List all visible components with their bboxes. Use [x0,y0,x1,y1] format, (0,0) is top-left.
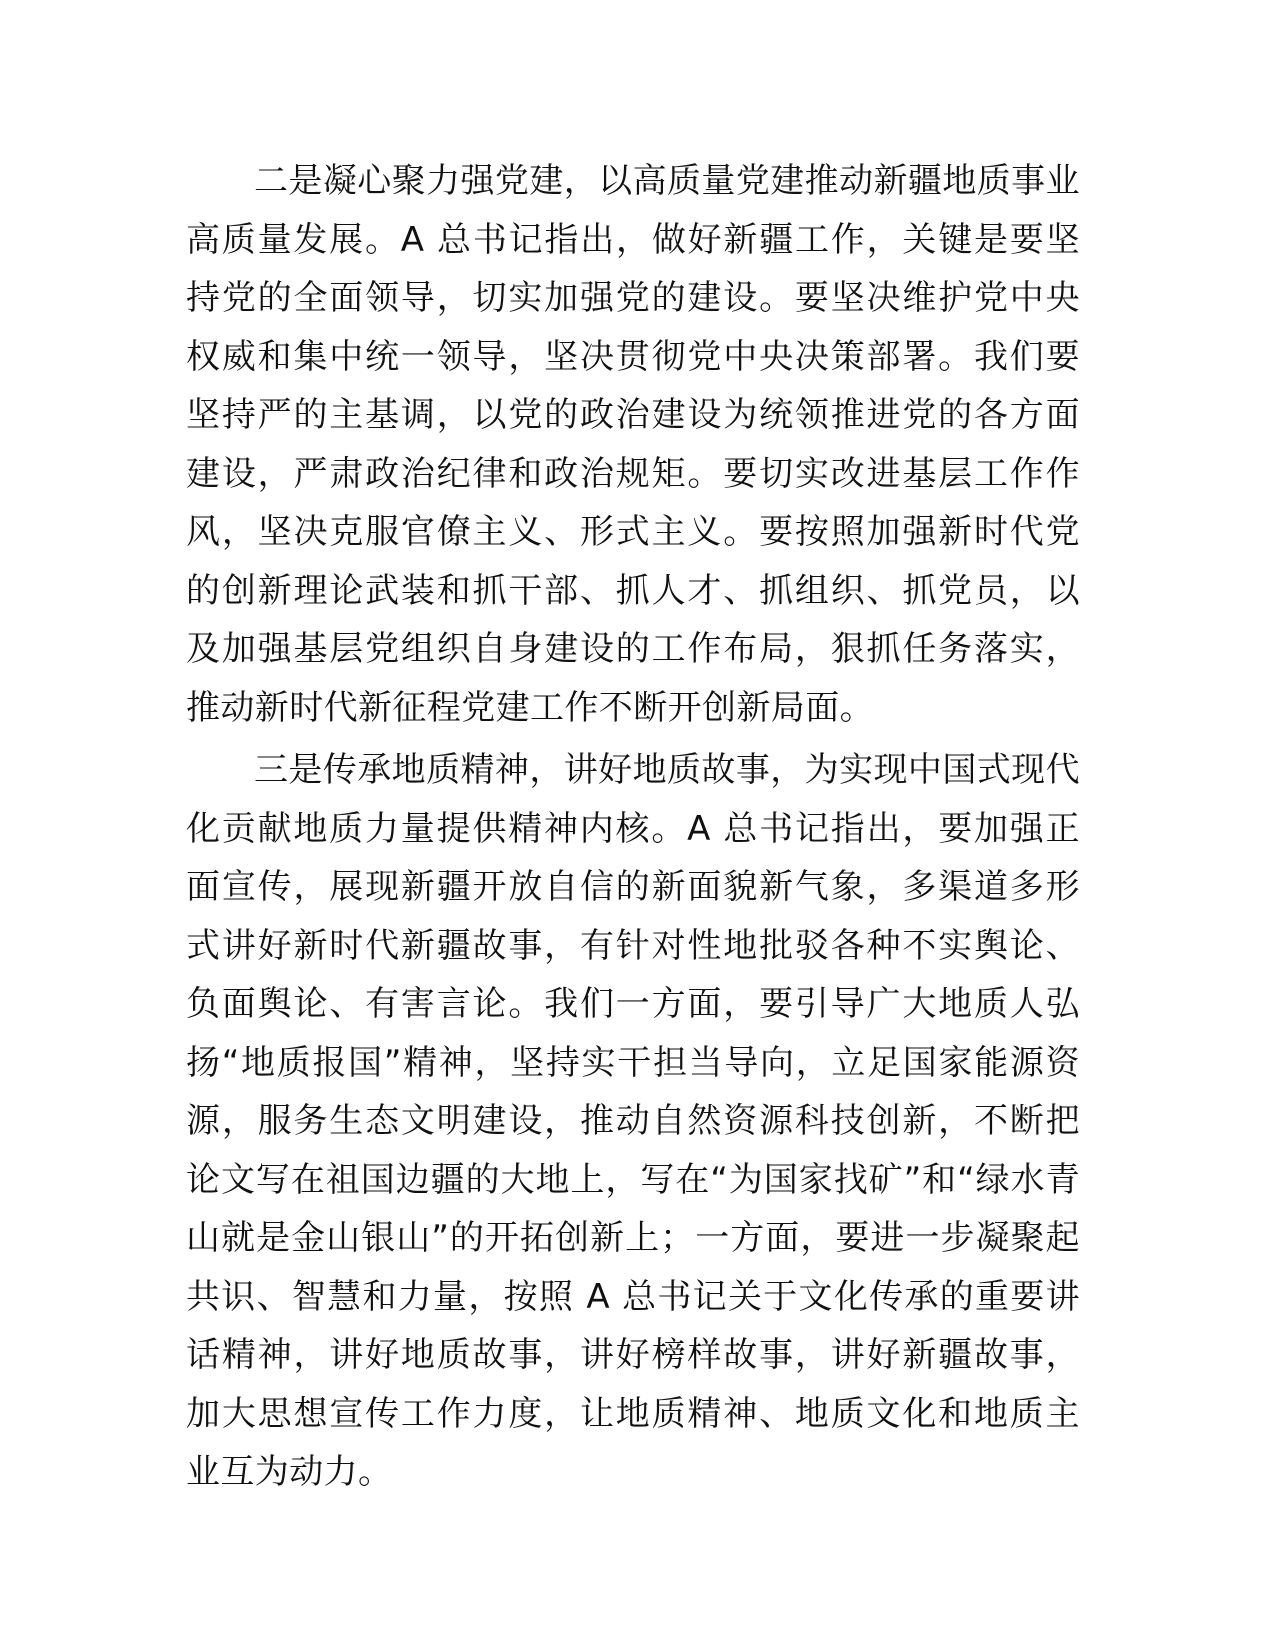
paragraph-party-building [186,152,1080,737]
paragraph-geology-spirit [186,741,1080,1502]
document-body [186,152,1080,1506]
paragraph-body-text: A 总书记指出，要加强正面宣传，展现新疆开放自信的新面貌新气象，多渠道多形式讲好新时代新疆故事，有针对性地批驳各种不实舆论、负面舆论、有害言论。我们一方面，要引导广大地质人弘扬“地质报国”精神，坚持实干担当导向，立足国家能源资源，服务生态文明建设，推动自然资源科技创新，不断把论文写在祖国边疆的大地上，写在“为国家找矿”和“绿水青山就是金山银山”的开拓创新上；一方面，要进一步凝聚起共识、智慧和力量，按照 A 总书记关于文化传承的重要讲话精神，讲好地质故事，讲好榜样故事，讲好新疆故事，加大思想宣传工作力度，让地质精神、地质文化和地质主业互为动力。 [186,808,1080,1492]
paragraph-lead-text: 二是凝心聚力强党建，以高质量党建推动新疆地质事业高质量发展。 [186,161,1080,260]
paragraph-body-text: A 总书记指出，做好新疆工作，关键是要坚持党的全面领导，切实加强党的建设。要坚决维护党中央权威和集中统一领导，坚决贯彻党中央决策部署。我们要坚持严的主基调，以党的政治建设为统领推进党的各方面建设，严肃政治纪律和政治规矩。要切实改进基层工作作风，坚决克服官僚主义、形式主义。要按照加强新时代党的创新理论武装和抓干部、抓人才、抓组织、抓党员，以及加强基层党组织自身建设的工作布局，狠抓任务落实，推动新时代新征程党建工作不断开创新局面。 [186,219,1080,728]
paragraph-lead-text: 三是传承地质精神，讲好地质故事，为实现中国式现代化贡献地质力量提供精神内核。 [186,750,1080,849]
